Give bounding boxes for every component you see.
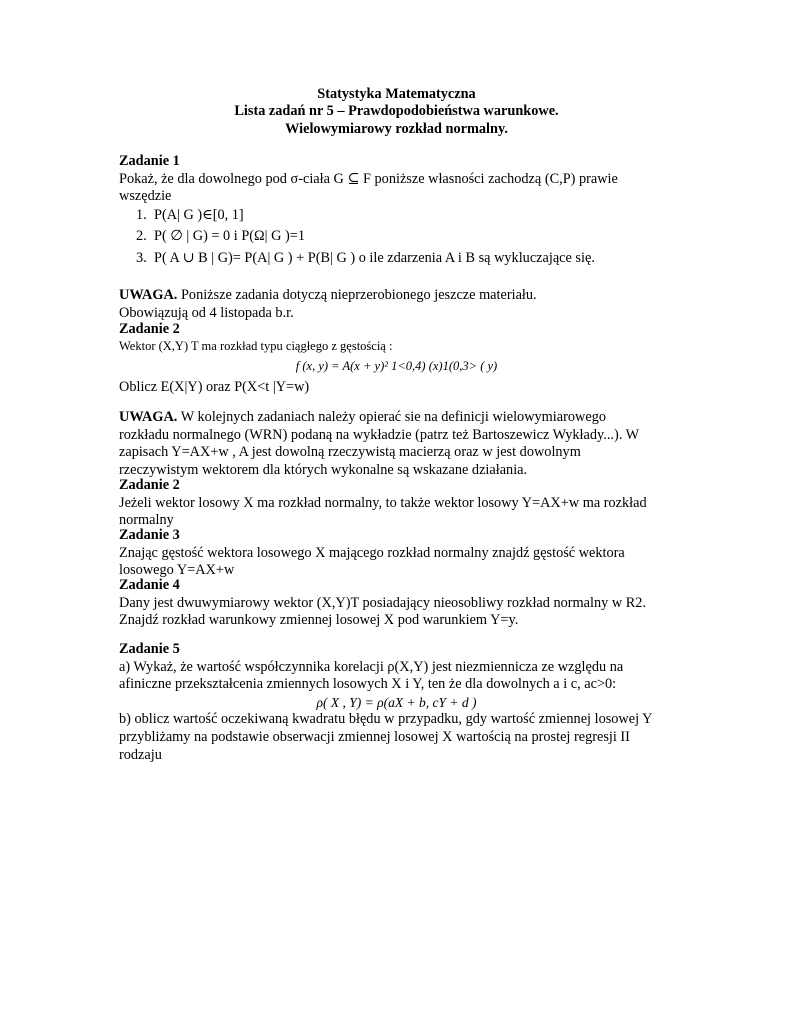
item-number: 3. — [136, 249, 147, 266]
zadanie-1-item — [136, 250, 674, 268]
item-number: 1. — [136, 206, 147, 223]
title-block — [119, 86, 674, 138]
title-line-1: Statystyka Matematyczna — [317, 86, 476, 102]
uwaga-1-line-2: Obowiązują od 4 listopada b.r. — [119, 304, 294, 321]
density-formula: f (x, y) = A(x + y)² 1<0,4) (x)1(0,3> ( y) — [295, 358, 498, 373]
zadanie-1-item — [136, 228, 674, 246]
uwaga-label: UWAGA. — [119, 287, 178, 303]
uwaga-2 — [119, 409, 674, 479]
zadanie-4-line-2: Znajdź rozkład warunkowy zmiennej losowej X pod warunkiem Y=y. — [119, 612, 519, 629]
zadanie-2-text: Wektor (X,Y) T ma rozkład typu ciągłego z gęstością : — [119, 338, 393, 353]
uwaga-2-line-4: rzeczywistym wektorem dla których wykonalne są wskazane działania. — [119, 461, 528, 478]
zadanie-1-item — [136, 207, 674, 225]
zadanie-2b-heading: Zadanie 2 — [119, 477, 180, 493]
zadanie-5-a-line-1: a) Wykaż, że wartość współczynnika korelacji ρ(X,Y) jest niezmiennicza ze względu na — [119, 658, 624, 675]
zadanie-2-second — [119, 477, 674, 530]
item-text: P(A| G )∈[0, 1] — [154, 206, 244, 223]
zadanie-5-b-line-3: rodzaju — [119, 746, 162, 763]
title-line-2: Lista zadań nr 5 – Prawdopodobieństwa warunkowe. — [234, 103, 559, 120]
item-text: P( A ∪ B | G)= P(A| G ) + P(B| G ) o ile zdarzenia A i B są wykluczające się. — [154, 249, 595, 266]
zadanie-3-line-1: Znając gęstość wektora losowego X mającego rozkład normalny znajdź gęstość wektora — [119, 544, 625, 561]
zadanie-1 — [119, 153, 674, 268]
zadanie-2-heading: Zadanie 2 — [119, 321, 180, 337]
zadanie-1-intro: Pokaż, że dla dowolnego pod σ-ciała G ⊆ F poniższe własności zachodzą (C,P) prawie — [119, 170, 618, 187]
zadanie-3-heading: Zadanie 3 — [119, 527, 180, 543]
uwaga-1-text: Poniższe zadania dotyczą nieprzerobionego jeszcze materiału. — [177, 287, 537, 303]
uwaga-label: UWAGA. — [119, 409, 178, 425]
zadanie-5-a-line-2: afiniczne przekształcenia zmiennych losowych X i Y, ten że dla dowolnych a i c, ac>0: — [119, 676, 617, 693]
zadanie-1-heading: Zadanie 1 — [119, 153, 180, 169]
uwaga-1-line — [119, 287, 674, 305]
zadanie-5-b-line-1: b) oblicz wartość oczekiwaną kwadratu błędu w przypadku, gdy wartość zmiennej losowej Y — [119, 711, 653, 728]
zadanie-2-question: Oblicz E(X|Y) oraz P(X<t |Y=w) — [119, 379, 310, 396]
uwaga-2-line-2: rozkładu normalnego (WRN) podaną na wykładzie (patrz też Bartoszewicz Wykłady...). W — [119, 426, 640, 443]
zadanie-1-intro-cont: wszędzie — [119, 188, 172, 205]
zadanie-3-line-2: losowego Y=AX+w — [119, 562, 235, 579]
zadanie-2-first — [119, 321, 674, 397]
zadanie-1-list — [119, 207, 674, 268]
uwaga-2-line-3: zapisach Y=AX+w , A jest dowolną rzeczywistą macierzą oraz w jest dowolnym — [119, 444, 581, 461]
uwaga-2-line-1 — [119, 409, 674, 427]
zadanie-5 — [119, 641, 674, 764]
title-line-3: Wielowymiarowy rozkład normalny. — [285, 120, 508, 137]
zadanie-5-b-line-2: przybliżamy na podstawie obserwacji zmiennej losowej X wartością na prostej regresji II — [119, 728, 630, 745]
uwaga-1 — [119, 287, 674, 322]
zadanie-2b-line-2: normalny — [119, 512, 174, 529]
zadanie-2b-line-1: Jeżeli wektor losowy X ma rozkład normalny, to także wektor losowy Y=AX+w ma rozkład — [119, 494, 647, 511]
zadanie-4-heading: Zadanie 4 — [119, 577, 180, 593]
zadanie-3 — [119, 527, 674, 580]
zadanie-4 — [119, 577, 674, 630]
zadanie-4-line-1: Dany jest dwuwymiarowy wektor (X,Y)T posiadający nieosobliwy rozkład normalny w R2. — [119, 594, 647, 611]
item-text: P( ∅ | G) = 0 i P(Ω| G )=1 — [154, 228, 305, 245]
item-number: 2. — [136, 228, 147, 245]
correlation-formula: ρ( X , Y) = ρ(aX + b, cY + d ) — [316, 694, 477, 710]
uwaga-2-text: W kolejnych zadaniach należy opierać sie na definicji wielowymiarowego — [177, 409, 606, 425]
zadanie-5-heading: Zadanie 5 — [119, 641, 180, 657]
